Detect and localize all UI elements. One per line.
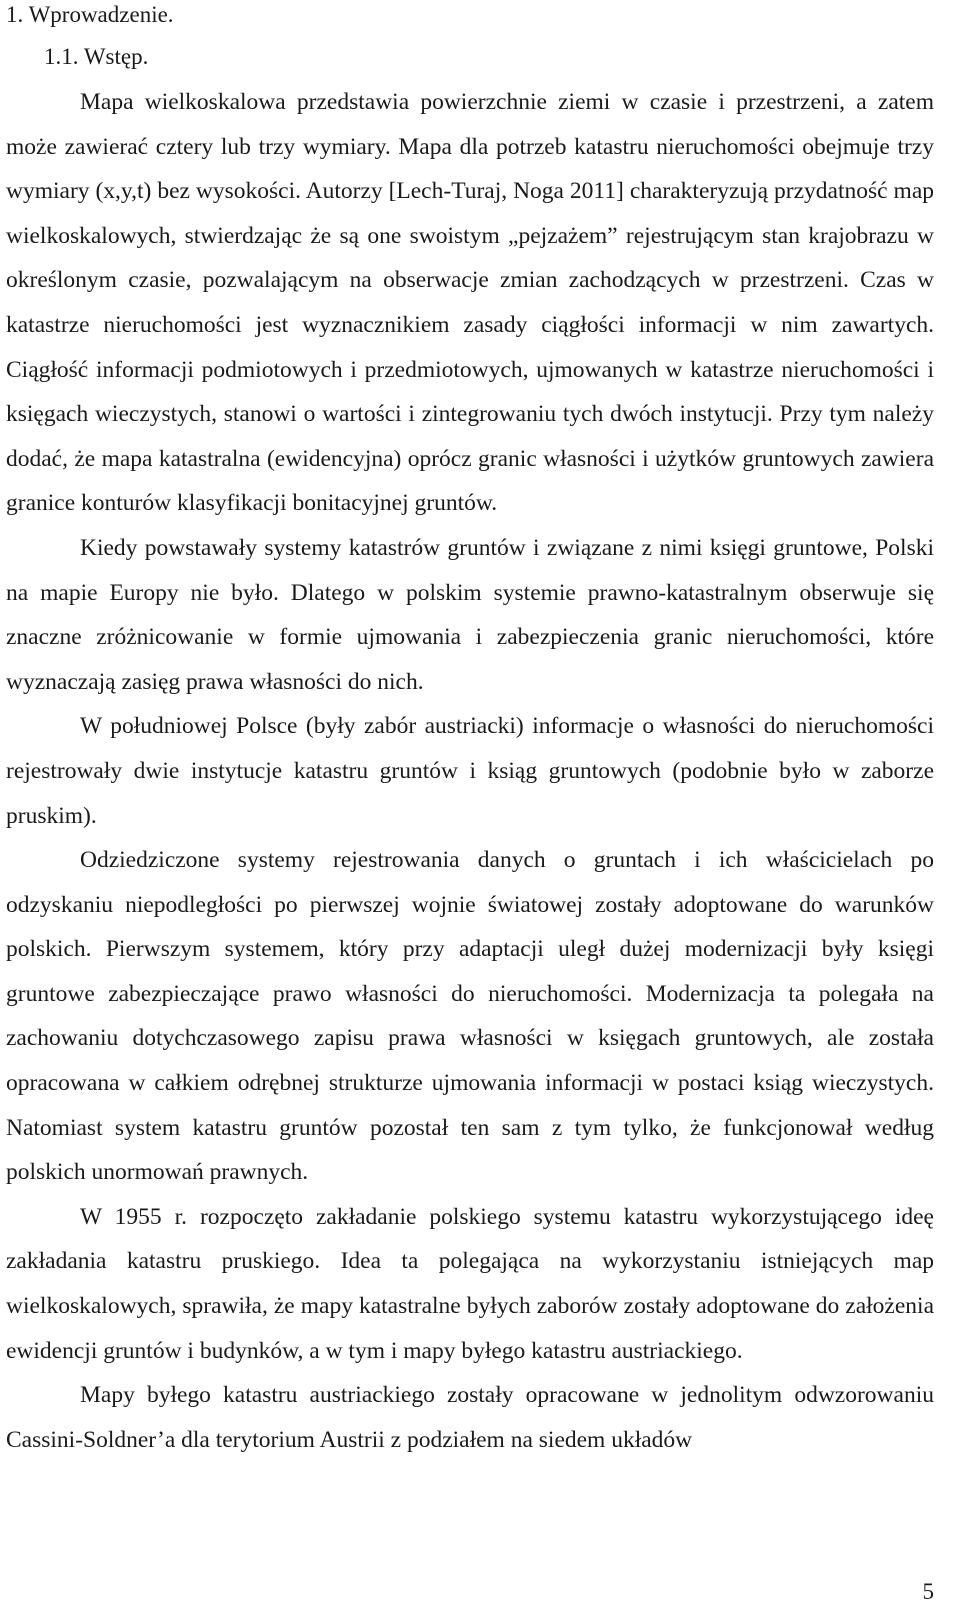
page-number: 5 — [922, 1579, 934, 1604]
paragraph: W 1955 r. rozpoczęto zakładanie polskiego systemu katastru wykorzystującego ideę zakładania katastru pruskiego. Idea ta polegająca na wykorzystaniu istniejących map wielkoskalowych, sprawiła, że mapy katastralne byłych zaborów zostały adoptowane do założenia ewidencji gruntów i budynków, a w tym i mapy byłego katastru austriackiego. — [6, 1203, 934, 1364]
paragraph: Kiedy powstawały systemy katastrów gruntów i związane z nimi księgi gruntowe, Polski na mapie Europy nie było. Dlatego w polskim systemie prawno-katastralnym obserwuje się znaczne zróżnicowanie w formie ujmowania i zabezpieczenia granic nieruchomości, które wyznaczają zasięg prawa własności do nich. — [6, 534, 934, 695]
section-heading: 1. Wprowadzenie. — [6, 2, 174, 27]
paragraph: W południowej Polsce (były zabór austriacki) informacje o własności do nieruchomości rejestrowały dwie instytucje katastru gruntów i ksiąg gruntowych (podobnie było w zaborze pruskim). — [6, 713, 934, 829]
paragraph: Odziedziczone systemy rejestrowania danych o gruntach i ich właścicielach po odzyskaniu niepodległości po pierwszej wojnie światowej zostały adoptowane do warunków polskich. Pierwszym systemem, który przy adaptacji uległ dużej modernizacji były księgi gruntowe zabezpieczające prawo własności do nieruchomości. Modernizacja ta polegała na zachowaniu dotychczasowego zapisu prawa własności w księgach gruntowych, ale została opracowana w całkiem odrębnej strukturze ujmowania informacji w postaci ksiąg wieczystych. Natomiast system katastru gruntów pozostał ten sam z tym tylko, że funkcjonował według polskich unormowań prawnych. — [6, 847, 934, 1186]
paragraph: Mapy byłego katastru austriackiego zostały opracowane w jednolitym odwzorowaniu Cassini-Soldner’a dla terytorium Austrii z podziałem na siedem układów — [6, 1382, 934, 1453]
body-text — [6, 80, 934, 1462]
subsection-heading: 1.1. Wstęp. — [44, 44, 149, 69]
paragraph: Mapa wielkoskalowa przedstawia powierzchnie ziemi w czasie i przestrzeni, a zatem może zawierać cztery lub trzy wymiary. Mapa dla potrzeb katastru nieruchomości obejmuje trzy wymiary (x,y,t) bez wysokości. Autorzy [Lech-Turaj, Noga 2011] charakteryzują przydatność map wielkoskalowych, stwierdzając że są one swoistym „pejzażem” rejestrującym stan krajobrazu w określonym czasie, pozwalającym na obserwacje zmian zachodzących w przestrzeni. Czas w katastrze nieruchomości jest wyznacznikiem zasady ciągłości informacji w nim zawartych. Ciągłość informacji podmiotowych i przedmiotowych, ujmowanych w katastrze nieruchomości i księgach wieczystych, stanowi o wartości i zintegrowaniu tych dwóch instytucji. Przy tym należy dodać, że mapa katastralna (ewidencyjna) oprócz granic własności i użytków gruntowych zawiera granice konturów klasyfikacji bonitacyjnej gruntów. — [6, 89, 934, 517]
